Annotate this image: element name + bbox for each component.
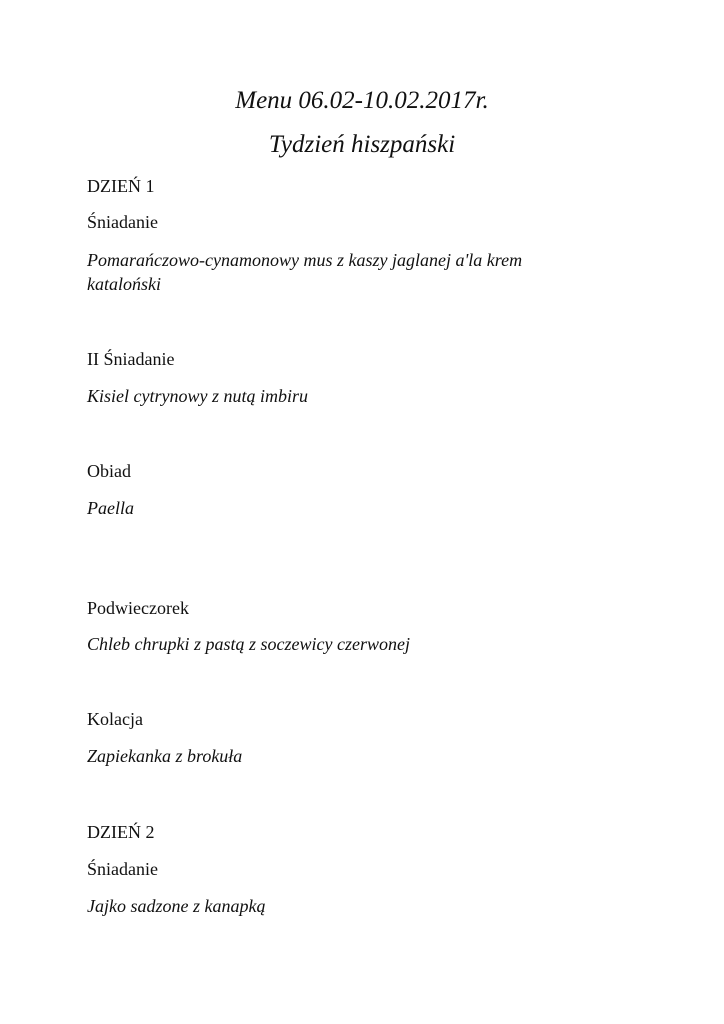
day-2-meal-breakfast-name: Śniadanie	[87, 859, 158, 879]
day-1-meal-breakfast-dish: Pomarańczowo-cynamonowy mus z kaszy jaglanej a'la krem kataloński	[87, 250, 523, 294]
day-1-meal-supper-dish: Zapiekanka z brokuła	[87, 746, 243, 766]
day-1-meal-afternoon-snack-name: Podwieczorek	[87, 598, 189, 618]
day-1-label: DZIEŃ 1	[87, 176, 155, 196]
document-subtitle: Tydzień hiszpański	[268, 131, 456, 158]
day-2-meal-breakfast-dish: Jajko sadzone z kanapką	[87, 896, 266, 916]
day-2-label: DZIEŃ 2	[87, 822, 155, 842]
day-1-meal-lunch-dish: Paella	[87, 498, 134, 518]
day-1-meal-second-breakfast-dish: Kisiel cytrynowy z nutą imbiru	[87, 386, 308, 406]
day-1-meal-supper-name: Kolacja	[87, 709, 143, 729]
day-1-meal-second-breakfast-name: II Śniadanie	[87, 349, 175, 369]
document-title: Menu 06.02-10.02.2017r.	[235, 87, 489, 114]
day-1-meal-breakfast-name: Śniadanie	[87, 212, 158, 232]
day-1-meal-afternoon-snack-dish: Chleb chrupki z pastą z soczewicy czerwonej	[87, 634, 410, 654]
day-1-meal-lunch-name: Obiad	[87, 461, 131, 481]
